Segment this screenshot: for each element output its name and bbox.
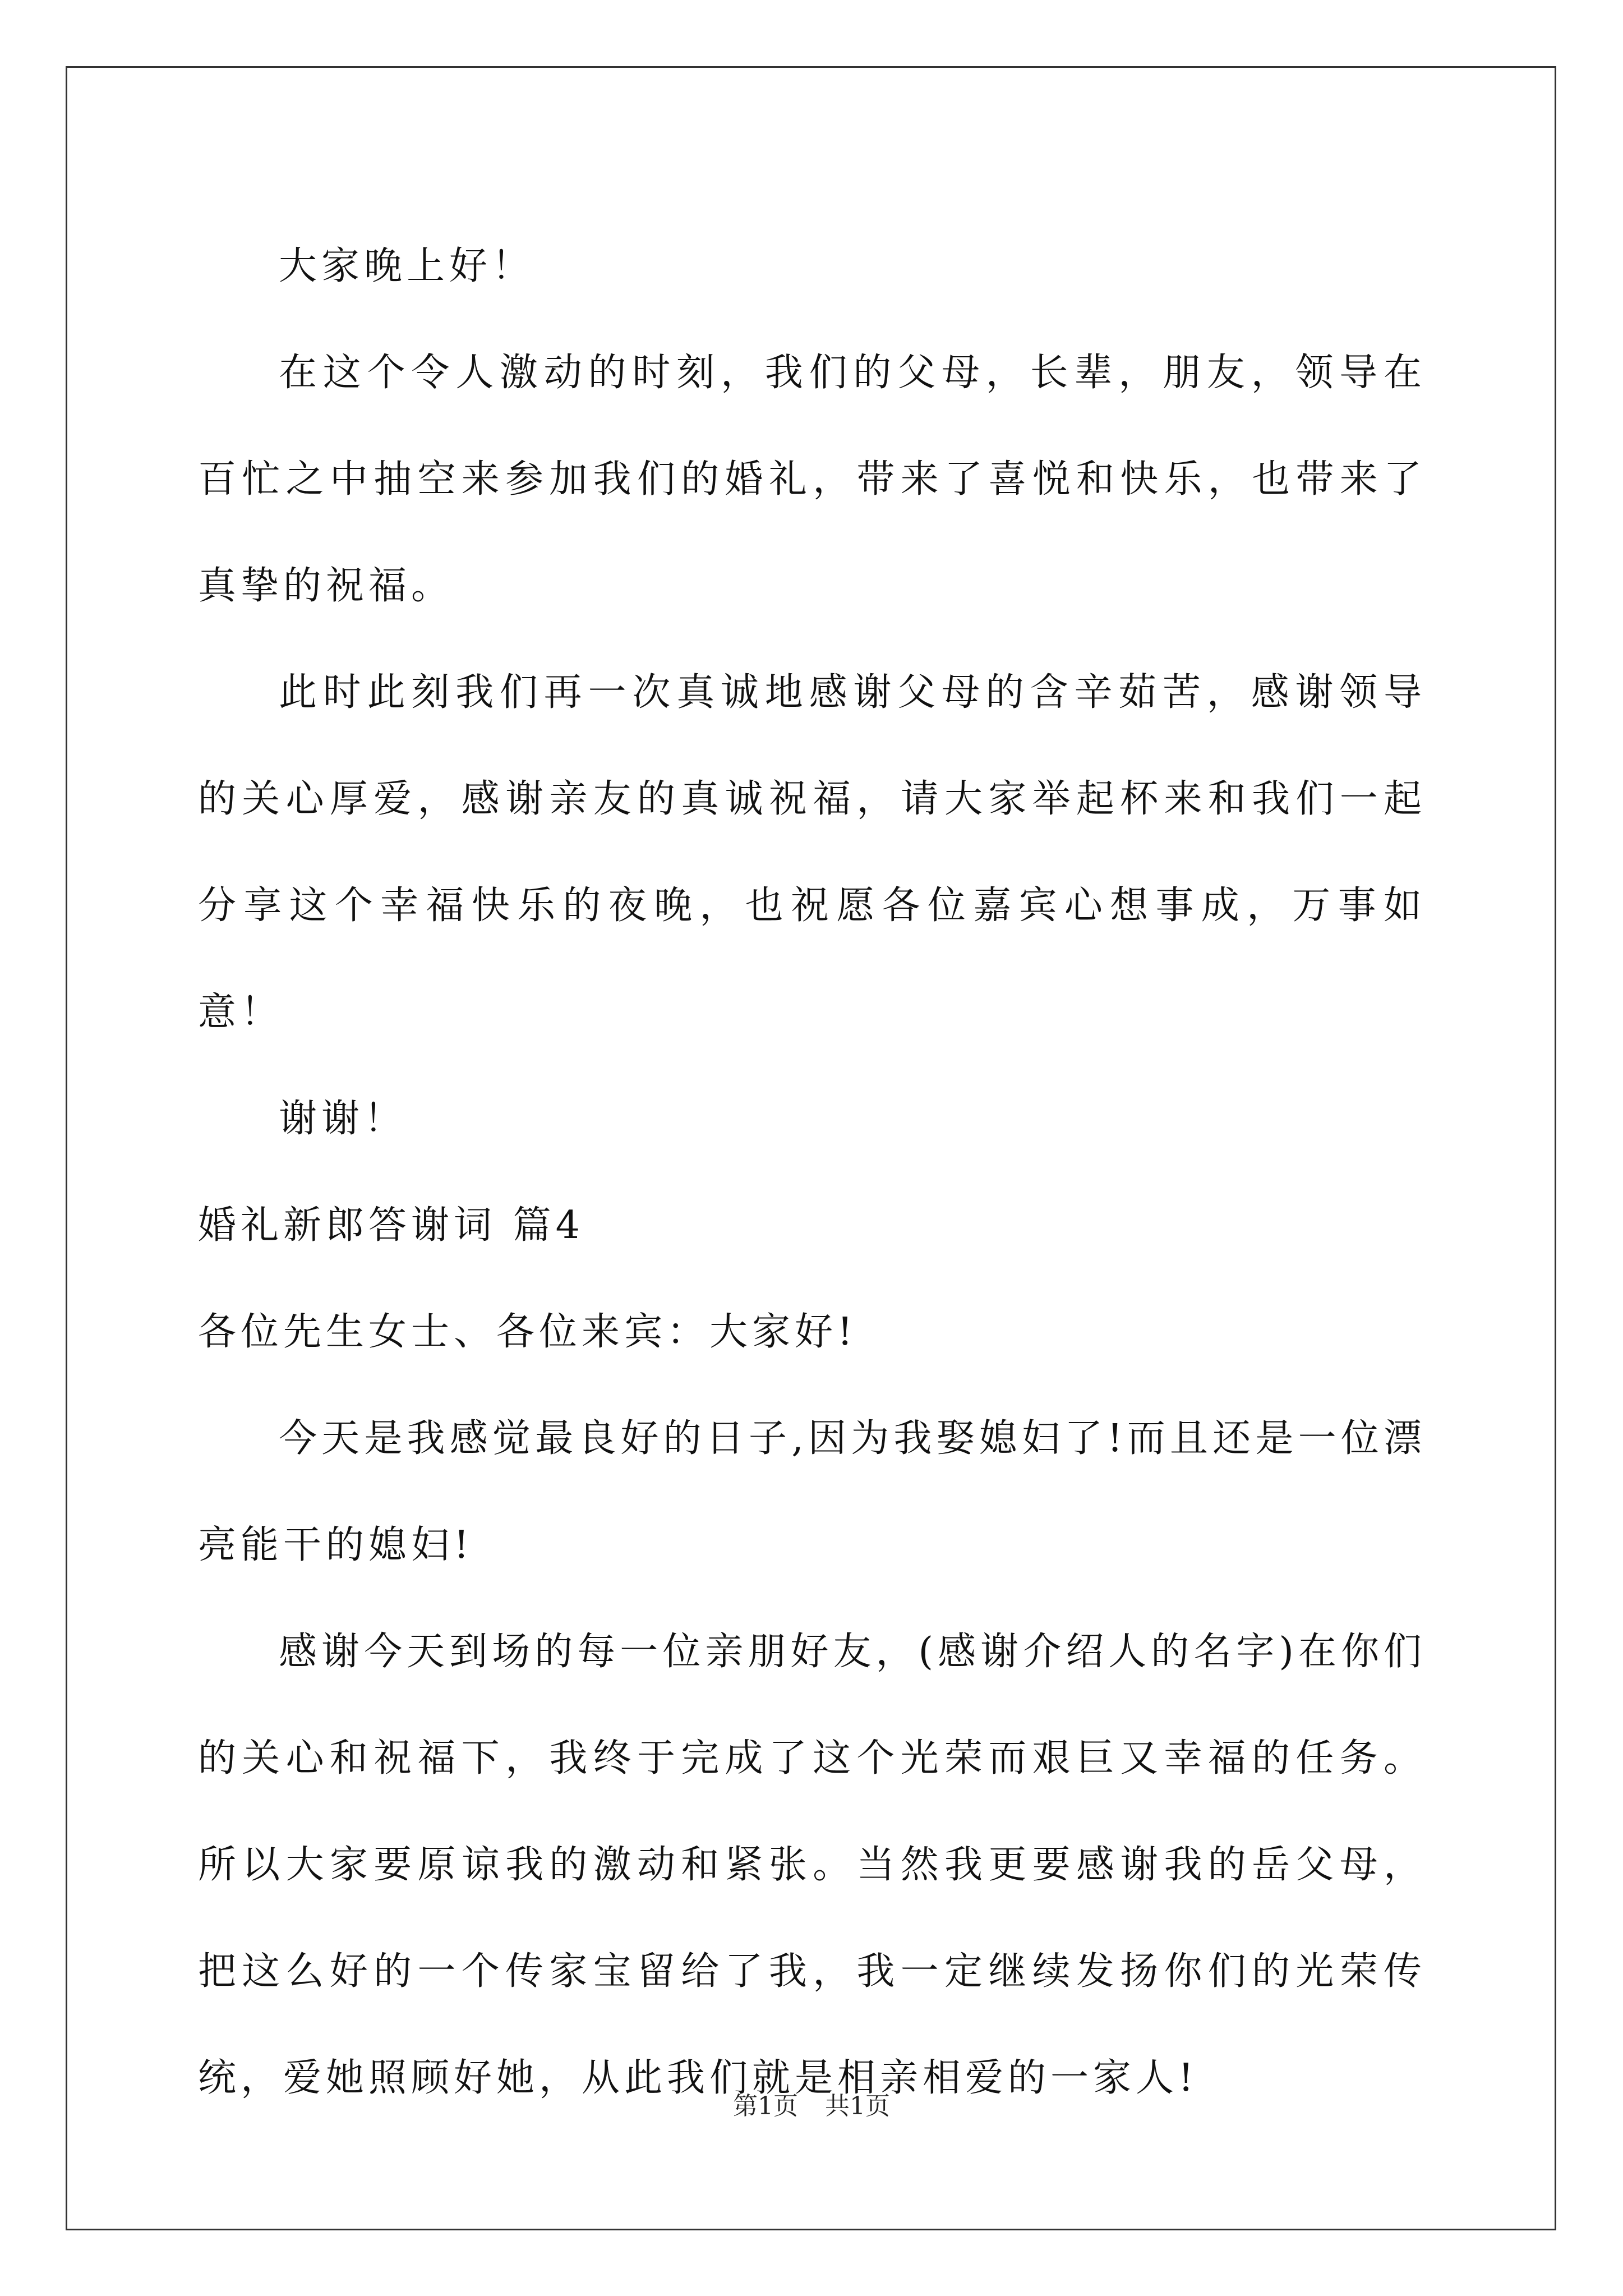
paragraph-happy-day: 今天是我感觉最良好的日子,因为我娶媳妇了!而且还是一位漂亮能干的媳妇! — [198, 1416, 1426, 1567]
paragraph-thanks-guests: 在这个令人激动的时刻，我们的父母，长辈，朋友，领导在百忙之中抽空来参加我们的婚礼，带来了喜悦和快乐，也带来了真挚的祝福。 — [198, 351, 1426, 608]
document-body — [198, 213, 1426, 2132]
section-heading: 婚礼新郎答谢词 篇4 — [198, 1203, 584, 1248]
paragraph-greeting: 大家晚上好！ — [279, 244, 535, 288]
page-footer — [0, 2090, 1623, 2123]
paragraph-thank-you: 谢谢！ — [279, 1097, 407, 1141]
paragraph-thanks-parents: 此时此刻我们再一次真诚地感谢父母的含辛茹苦，感谢领导的关心厚爱，感谢亲友的真诚祝福，请大家举起杯来和我们一起分享这个幸福快乐的夜晚，也祝愿各位嘉宾心想事成，万事如意！ — [198, 670, 1426, 1034]
paragraph-salutation: 各位先生女士、各位来宾：大家好! — [198, 1310, 857, 1354]
paragraph-gratitude: 感谢今天到场的每一位亲朋好友，(感谢介绍人的名字)在你们的关心和祝福下，我终于完成了这个光荣而艰巨又幸福的任务。所以大家要原谅我的激动和紧张。当然我更要感谢我的岳父母，把这么好的一个传家宝留给了我，我一定继续发扬你们的光荣传统，爱她照顾好她，从此我们就是相亲相爱的一家人! — [198, 1630, 1426, 2100]
page-total: 共1页 — [825, 2092, 890, 2120]
page-number: 第1页 — [733, 2092, 798, 2120]
